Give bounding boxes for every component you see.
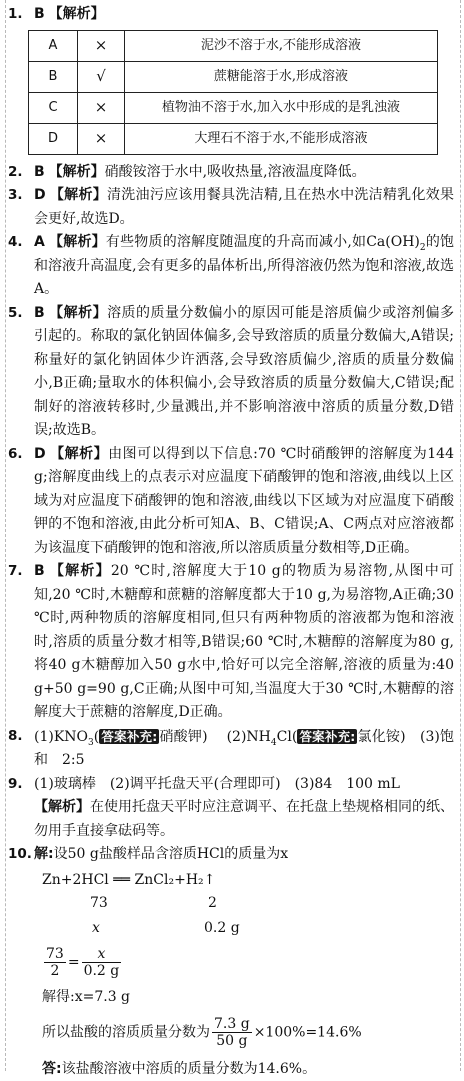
question-7 [8, 560, 454, 725]
ratio-h2: 2 [208, 892, 217, 916]
subscript: 2 [420, 243, 426, 253]
mark-cell: × [78, 92, 125, 123]
analysis-tag: 【解析】 [34, 799, 90, 815]
analysis-text: 有些物质的溶解度随温度的升高而减小,如Ca(OH) [106, 234, 420, 250]
final-answer [42, 1058, 454, 1081]
analysis-text: 溶质的质量分数偏小的原因可能是溶质偏少或溶剂偏多引起的。称取的氯化钠固体偏多,会导致溶质的质量分数偏大,A错误;称量好的氯化钠固体少许洒落,会导致溶质偏少,溶质的质量分数偏小,B正确;量取水的体积偏小,会导致溶质的质量分数偏大,C错误;配制好的溶液转移时,少量溅出,并不影响溶液中溶质的质量分数,D错误;故选B。 [34, 305, 454, 439]
denominator: 2 [44, 963, 66, 979]
option-cell: D [29, 123, 78, 154]
question-number: 4. [8, 231, 34, 302]
part-2-cont: Cl( [277, 729, 298, 745]
fraction-right [82, 946, 122, 979]
answers-line: (1)玻璃棒 (2)调平托盘天平(合理即可) (3)84 100 mL [34, 773, 454, 797]
option-cell: A [29, 30, 78, 61]
denominator: 50 g [212, 1033, 252, 1049]
numerator: 73 [44, 946, 66, 963]
ratio-hcl: 73 [90, 892, 108, 916]
question-number: 6. [8, 443, 34, 561]
part-2-supplement: 氯化铵) [357, 729, 405, 745]
part-1-supplement: 硝酸钾 [159, 729, 202, 745]
subscript: 3 [88, 737, 94, 747]
question-4 [8, 231, 454, 302]
question-9-analysis [34, 796, 454, 843]
analysis-tag: 【解析】 [49, 234, 106, 250]
option-cell: B [29, 61, 78, 92]
h2-mass: 0.2 g [204, 917, 240, 941]
table-row [29, 123, 438, 154]
table-row [29, 30, 438, 61]
fraction-left [44, 946, 66, 979]
analysis-text: 清洗油污应该用餐具洗洁精,且在热水中洗洁精乳化效果会更好,故选D。 [34, 187, 454, 227]
analysis-text: 20 ℃时,溶解度大于10 g的物质为易溶物,从图中可知,20 ℃时,木糖醇和蔗糖的溶解度都大于10 g,为易溶物,A正确;30 ℃时,两种物质的溶解度相同,但只有两种物质的溶液都为饱和溶液时,溶质的质量分数才相等,B错误;60 ℃时,木糖醇的溶解度为80 g,将40 g木糖醇加入50 g水中,恰好可以完全溶解,溶液的质量为:40 g+50 g=90 g,C正确;从图中可知,当温度大于30 ℃时,木糖醇的溶解度大于蔗糖的溶解度,D正确。 [34, 563, 454, 720]
solution-label: 解: [34, 846, 54, 862]
analysis-tag: 【解析】 [49, 305, 107, 321]
reason-cell: 蔗糖能溶于水,形成溶液 [125, 61, 438, 92]
analysis-text: 硝酸铵溶于水中,吸收热量,溶液温度降低。 [105, 164, 366, 180]
table-row [29, 92, 438, 123]
numerator: x [82, 946, 122, 963]
percentage-fraction [212, 1016, 252, 1049]
option-cell: C [29, 92, 78, 123]
question-number: 1. [8, 3, 34, 27]
percentage-text: 所以盐酸的溶质质量分数为 [42, 1024, 210, 1040]
question-number: 8. [8, 725, 34, 773]
part-3: (3)饱和 2:5 [34, 729, 454, 769]
denominator: 0.2 g [82, 963, 122, 979]
percentage-line [42, 1016, 454, 1054]
part-2: (2)NH [227, 729, 271, 745]
question-3 [8, 184, 454, 231]
reason-cell: 植物油不溶于水,加入水中形成的是乳浊液 [125, 92, 438, 123]
proportion: $\frac{73}{2}$ = $\frac{x}{0.2 g}$ [42, 946, 454, 984]
question-1 [8, 3, 454, 27]
answer-letter: D [34, 187, 46, 203]
solution-setup: 设50 g盐酸样品含溶质HCl的质量为x [54, 846, 289, 862]
analysis-text: 由图可以得到以下信息:70 ℃时硝酸钾的溶解度为144 g;溶解度曲线上的点表示对应温度下硝酸钾的饱和溶液,曲线以上区域为对应温度下硝酸钾的饱和溶液,曲线以下区域为对应温度下硝酸钾的不饱和溶液,由此分析可知A、B、C错误;A、C两点对应溶液都为该温度下硝酸钾的饱和溶液,所以溶质质量分数相等,D正确。 [34, 446, 454, 556]
question-6 [8, 443, 454, 561]
question-number: 3. [8, 184, 34, 231]
answer-letter: B [34, 164, 45, 180]
question-number: 2. [8, 161, 34, 185]
question-2 [8, 161, 454, 185]
part-1: (1)KNO [34, 729, 88, 745]
reason-cell: 大理石不溶于水,不能形成溶液 [125, 123, 438, 154]
ratio-row-1 [8, 892, 454, 917]
answer-letter: B [34, 563, 45, 579]
question-5 [8, 302, 454, 443]
answer-label: 答: [42, 1061, 62, 1077]
ratio-row-2 [8, 917, 454, 942]
answer-letter: B [34, 305, 45, 321]
answer-letter: D [34, 446, 46, 462]
answer-supplement-badge: 答案补充: [99, 729, 159, 744]
answer-supplement-badge: 答案补充: [297, 729, 357, 744]
analysis-tag: 【解析】 [49, 563, 111, 579]
question-number: 5. [8, 302, 34, 443]
answer-letter: A [34, 234, 45, 250]
numerator: 7.3 g [212, 1016, 252, 1033]
unknown-x: x [92, 917, 100, 941]
question-number: 10. [8, 843, 34, 867]
table-row [29, 61, 438, 92]
answer-content [8, 3, 454, 1081]
answer-letter: B [34, 6, 45, 22]
chemical-equation: Zn+2HCl ══ ZnCl₂+H₂↑ [42, 869, 454, 893]
analysis-tag: 【解析】 [49, 164, 105, 180]
question-number: 9. [8, 773, 34, 797]
question-10 [8, 843, 454, 867]
subscript: 4 [271, 737, 277, 747]
analysis-tag: 【解析】 [50, 187, 107, 203]
question-9 [8, 773, 454, 797]
answer-text: 该盐酸溶液中溶质的质量分数为14.6%。 [62, 1061, 316, 1077]
mark-cell: √ [78, 61, 125, 92]
reason-cell: 泥沙不溶于水,不能形成溶液 [125, 30, 438, 61]
question-8: 8. $(1)KNO_3$( 答案补充: 硝酸钾) $(2)NH_4Cl$( 答案补充: 氯化铵) (3)饱和 2:5 [8, 725, 454, 773]
percentage-result: ×100%=14.6% [254, 1024, 362, 1040]
question-number: 7. [8, 560, 34, 725]
analysis-text: 在使用托盘天平时应注意调平、在托盘上垫规格相同的纸、勿用手直接拿砝码等。 [34, 799, 454, 839]
analysis-table [28, 30, 438, 155]
solve-line: 解得:x=7.3 g [42, 986, 454, 1010]
mark-cell: × [78, 30, 125, 61]
analysis-tag: 【解析】 [50, 446, 109, 462]
analysis-text-cont: 的饱和溶液升高温度,会有更多的晶体析出,所得溶液仍然为饱和溶液,故选A。 [34, 234, 454, 297]
analysis-tag: 【解析】 [49, 6, 105, 22]
mark-cell: × [78, 123, 125, 154]
